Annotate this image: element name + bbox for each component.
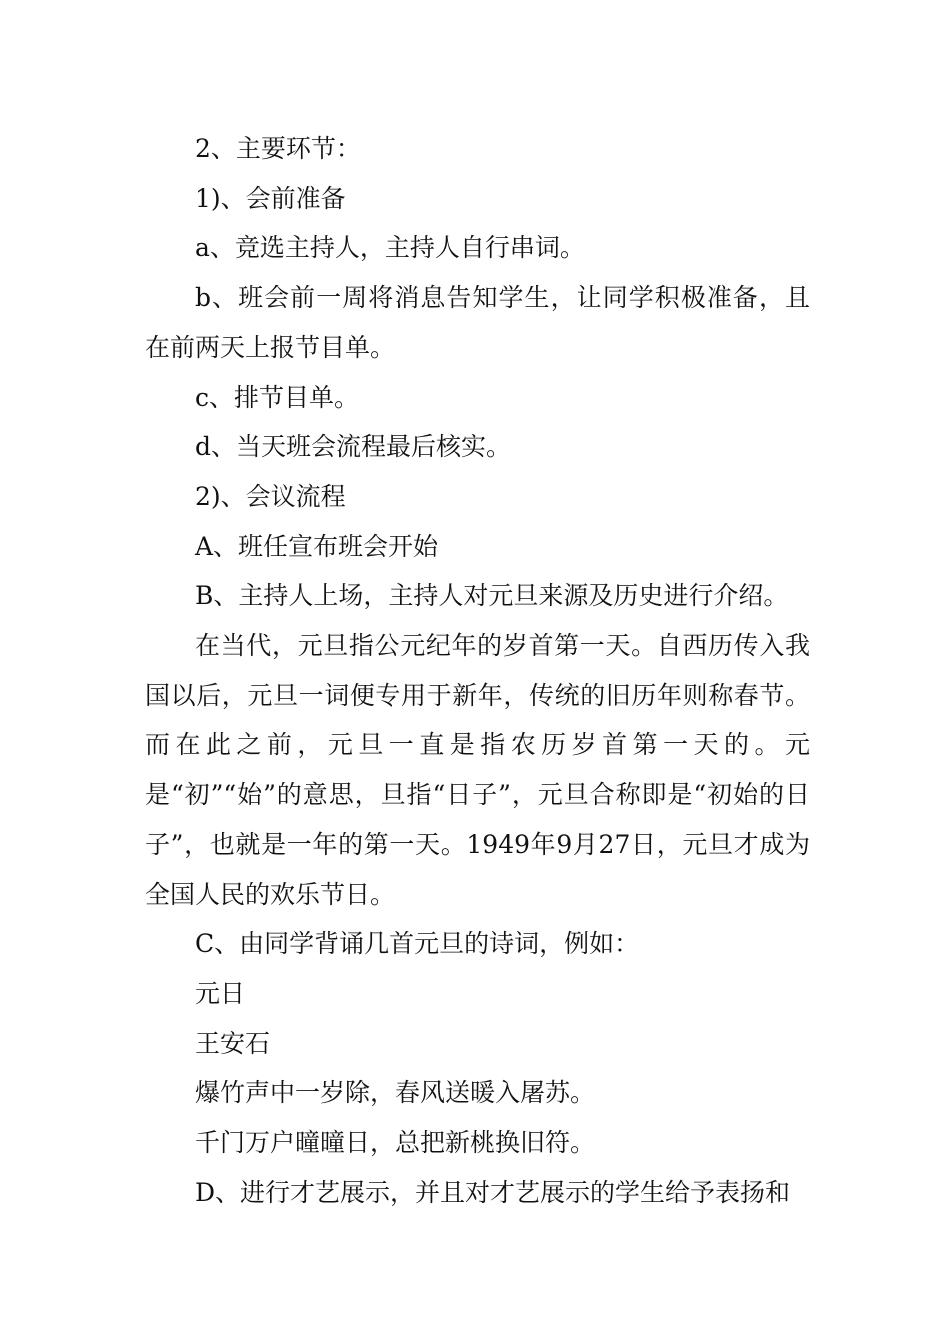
poem-author: 王安石 — [195, 1028, 271, 1058]
poem-line-1: 爆竹声中一岁除，春风送暖入屠苏。 — [195, 1078, 596, 1108]
paragraph-history: 在当代，元旦指公元纪年的岁首第一天。自西历传入我国以后，元旦一词便专用于新年，传统的旧历年则称春节。而在此之前，元旦一直是指农历岁首第一天的。元是“初”“始”的意思，旦指“日子”，元旦合称即是“初始的日子”，也就是一年的第一天。1949年9月27日，元旦才成为全国人民的欢乐节日。 — [145, 631, 810, 909]
paragraph-item-d: d、当天班会流程最后核实。 — [195, 432, 512, 462]
poem-title: 元日 — [195, 978, 246, 1008]
paragraph-step-b: B、主持人上场，主持人对元旦来源及历史进行介绍。 — [195, 581, 789, 611]
paragraph-item-c: c、排节目单。 — [195, 382, 360, 412]
poem-line-2: 千门万户曈曈日，总把新桃换旧符。 — [195, 1128, 596, 1158]
paragraph-main-steps: 2、主要环节： — [195, 134, 361, 163]
paragraph-item-b: b、班会前一周将消息告知学生，让同学积极准备，且在前两天上报节目单。 — [145, 283, 810, 362]
paragraph-meeting-flow: 2)、会议流程 — [195, 481, 346, 511]
paragraph-item-a: a、竞选主持人，主持人自行串词。 — [195, 233, 585, 263]
paragraph-pre-meeting: 1)、会前准备 — [195, 183, 346, 213]
paragraph-step-c: C、由同学背诵几首元旦的诗词，例如： — [195, 929, 640, 959]
paragraph-step-d: D、进行才艺展示，并且对才艺展示的学生给予表扬和 — [195, 1177, 791, 1207]
document-body — [145, 124, 810, 1217]
paragraph-step-a: A、班任宣布班会开始 — [195, 531, 439, 561]
